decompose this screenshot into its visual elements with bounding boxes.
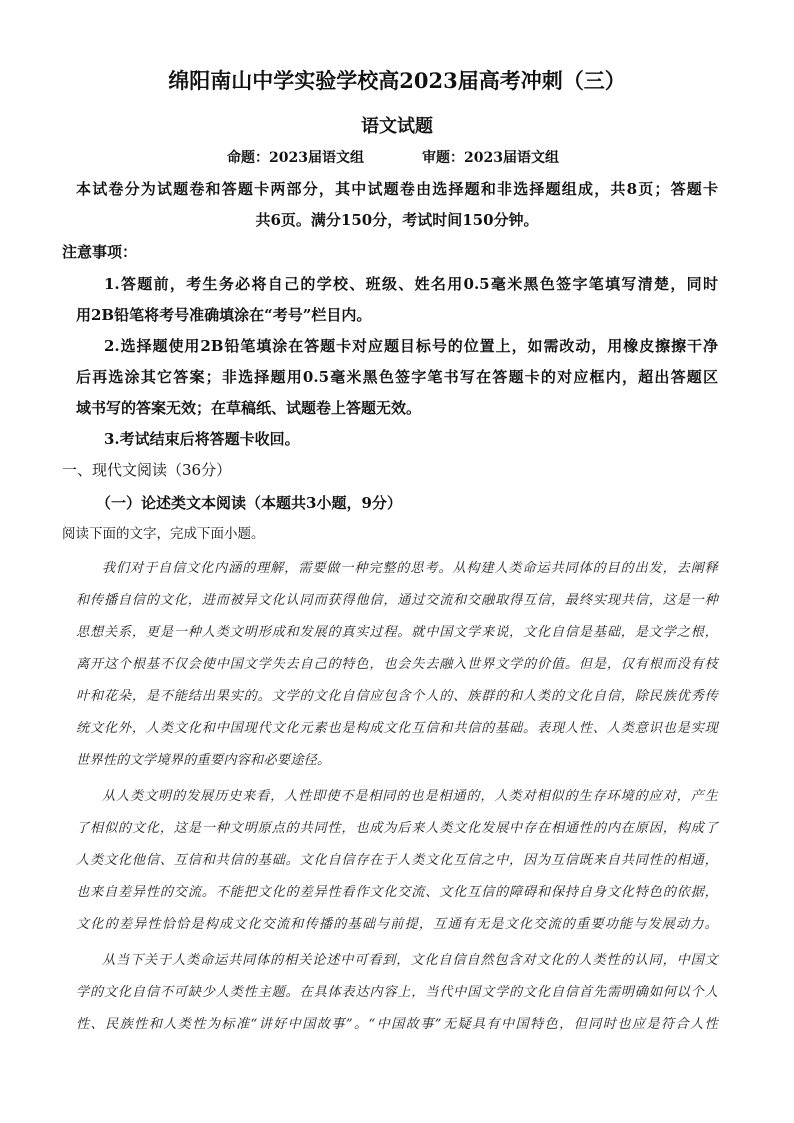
reading-line: 统文化外，人类文化和中国现代文化元素也是构成文化互信和共信的基础。表现人性、人类意识也是实现	[76, 721, 718, 736]
notice-line: 用2B铅笔将考号准确填涂在“考号”栏目内。	[76, 306, 372, 324]
reading-line: 学的文化自信不可缺少人类性主题。在具体表达内容上，当代中国文学的文化自信首先需明确如何以个人	[76, 985, 718, 1000]
reading-line: 从人类文明的发展历史来看，人性即使不是相同的也是相通的，人类对相似的生存环境的应对，产生	[102, 789, 718, 804]
reading-line: 和传播自信的文化，进而被异文化认同而获得他信，通过交流和交融取得互信，最终实现共信，这是一种	[76, 593, 718, 608]
reading-line: 世界性的文学境界的重要内容和必要途径。	[76, 753, 331, 768]
intro-line-1: 本试卷分为试题卷和答题卡两部分，其中试题卷由选择题和非选择题组成，共8页；答题卡	[76, 180, 718, 198]
notice-line: 3.考试结束后将答题卡收回。	[104, 430, 300, 448]
reading-line: 思想关系，更是一种人类文明形成和发展的真实过程。就中国文学来说，文化自信是基础，是文学之根，	[76, 625, 718, 640]
reading-instruction: 阅读下面的文字，完成下面小题。	[62, 526, 265, 542]
notice-line: 2.选择题使用2B铅笔填涂在答题卡对应题目标号的位置上，如需改动，用橡皮擦擦干净	[104, 337, 718, 355]
reading-line: 离开这个根基不仅会使中国文学失去自己的特色，也会失去融入世界文学的价值。但是，仅有根而没有枝	[76, 657, 718, 672]
proposer-credit: 命题：2023届语文组	[227, 150, 364, 166]
exam-title: 绵阳南山中学实验学校高2023届高考冲刺（三）	[168, 68, 626, 93]
reading-line: 也来自差异性的交流。不能把文化的差异性看作文化交流、文化互信的障碍和保持自身文化特色的依据，	[76, 885, 718, 900]
notice-line: 后再选涂其它答案；非选择题用0.5毫米黑色签字笔书写在答题卡的对应框内，超出答题区	[76, 368, 718, 386]
reviewer-credit: 审题：2023届语文组	[422, 150, 559, 166]
reading-line: 性、民族性和人类性为标准“讲好中国故事”。“中国故事”无疑具有中国特色，但同时也应是符合人性	[76, 1017, 718, 1032]
section-heading: 一、现代文阅读（36分）	[62, 461, 232, 479]
reading-line: 我们对于自信文化内涵的理解，需要做一种完整的思考。从构建人类命运共同体的目的出发，去阐释	[102, 561, 718, 576]
reading-line: 叶和花朵，是不能结出果实的。文学的文化自信应包含个人的、族群的和人类的文化自信，除民族优秀传	[76, 689, 718, 704]
intro-line-2: 共6页。满分150分，考试时间150分钟。	[255, 211, 539, 229]
reading-line: 人类文化他信、互信和共信的基础。文化自信存在于人类文化互信之中，因为互信既来自共同性的相通，	[76, 853, 718, 868]
exam-subtitle: 语文试题	[361, 116, 433, 137]
notice-line: 1.答题前，考生务必将自己的学校、班级、姓名用0.5毫米黑色签字笔填写清楚，同时	[104, 275, 718, 293]
reading-line: 了相似的文化，这是一种文明原点的共同性，也成为后来人类文化发展中存在相通性的内在原因，构成了	[76, 821, 718, 836]
reading-line: 文化的差异性恰恰是构成文化交流和传播的基础与前提，互通有无是文化交流的重要功能与发展动力。	[76, 917, 718, 932]
notice-heading: 注意事项：	[62, 243, 138, 261]
notice-line: 域书写的答案无效；在草稿纸、试题卷上答题无效。	[76, 399, 422, 417]
section-subheading: （一）论述类文本阅读（本题共3小题，9分）	[96, 494, 402, 512]
reading-line: 从当下关于人类命运共同体的相关论述中可看到，文化自信自然包含对文化的人类性的认同，中国文	[102, 953, 718, 968]
